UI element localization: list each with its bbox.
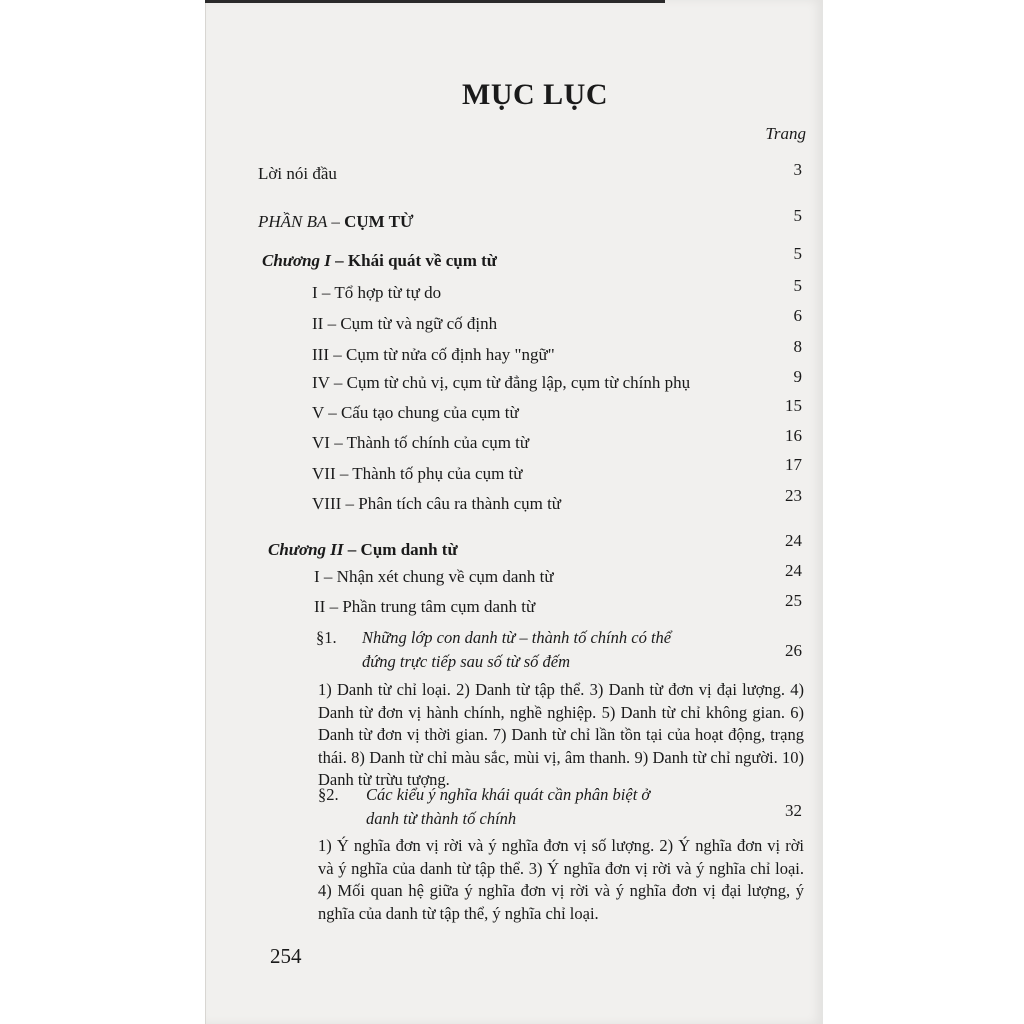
chapter-label: – Cụm danh từ [343, 540, 458, 559]
page-number: 254 [270, 944, 302, 968]
toc-page-number: 25 [785, 591, 802, 610]
section-summary: 1) Danh từ chỉ loại. 2) Danh từ tập thể. 3) Danh từ đơn vị đại lượng. 4) Danh từ đơn vị hành chính, nghề nghiệp. 5) Danh từ chỉ không gian. 6) Danh từ đơn vị thời gian. 7) Danh từ chỉ lần tồn tại của hoạt động, trạng thái. 8) Danh từ chỉ màu sắc, mùi vị, âm thanh. 9) Danh từ chỉ người. 10) Danh từ trừu tượng. [318, 680, 804, 789]
toc-entry-2-2[interactable]: II – Phần trung tâm cụm danh từ [314, 597, 536, 616]
toc-entry-1-2[interactable]: II – Cụm từ và ngữ cố định [312, 314, 498, 333]
section-number: §2. [318, 785, 339, 804]
chapter-prefix: Chương II [268, 540, 344, 559]
toc-entry-1-1[interactable]: I – Tổ hợp từ tự do [312, 283, 442, 302]
page-title: MỤC LỤC [462, 78, 608, 111]
toc-entry-1-4[interactable]: IV – Cụm từ chủ vị, cụm từ đẳng lập, cụm từ chính phụ [312, 373, 691, 392]
section-summary: 1) Ý nghĩa đơn vị rời và ý nghĩa đơn vị số lượng. 2) Ý nghĩa đơn vị rời và ý nghĩa của danh từ tập thể. 3) Ý nghĩa đơn vị rời và ý nghĩa chỉ loại. 4) Mối quan hệ giữa ý nghĩa đơn vị rời và ý nghĩa đơn vị đại lượng, ý nghĩa của danh từ tập thể, ý nghĩa chỉ loại. [318, 836, 804, 923]
chapter-label: – Khái quát về cụm từ [330, 251, 497, 270]
toc-page-number: 16 [785, 426, 802, 445]
chapter-prefix: Chương I [262, 251, 331, 270]
toc-entry-chapter-1[interactable] [262, 251, 497, 271]
toc-page-number: 3 [793, 160, 802, 179]
section-number: §1. [316, 628, 337, 647]
section-title-line-2[interactable]: đứng trực tiếp sau số từ số đếm [362, 652, 571, 671]
toc-entry-1-3[interactable]: III – Cụm từ nửa cố định hay "ngữ" [312, 345, 555, 364]
toc-page-number: 24 [785, 561, 802, 580]
toc-entry-part[interactable] [258, 212, 414, 232]
toc-page-number: 17 [785, 455, 802, 474]
part-label: CỤM TỪ [344, 212, 414, 231]
toc-entry-1-6[interactable]: VI – Thành tố chính của cụm từ [312, 433, 530, 452]
part-prefix: PHẦN BA – [258, 212, 345, 231]
toc-page-number: 24 [785, 531, 802, 550]
section-title-line-1[interactable]: Các kiểu ý nghĩa khái quát cần phân biệt ở [366, 785, 651, 804]
toc-entry-preface[interactable] [258, 164, 337, 184]
toc-page-number: 15 [785, 396, 802, 415]
toc-page-number: 5 [793, 276, 802, 295]
toc-entry-1-7[interactable]: VII – Thành tố phụ của cụm từ [312, 464, 523, 483]
toc-entry-1-8[interactable]: VIII – Phân tích câu ra thành cụm từ [312, 494, 562, 513]
section-title-line-1[interactable]: Những lớp con danh từ – thành tố chính có thể [362, 628, 672, 647]
toc-page-number: 5 [793, 244, 802, 263]
toc-page-number: 8 [793, 337, 802, 356]
toc-page-number: 6 [793, 306, 802, 325]
page-column-label: Trang [765, 124, 806, 143]
toc-page-number: 5 [793, 206, 802, 225]
toc-entry-label: Lời nói đầu [258, 164, 337, 183]
section-title-line-2[interactable]: danh từ thành tố chính [366, 809, 517, 828]
toc-page-number: 26 [785, 641, 802, 660]
toc-entry-1-5[interactable]: V – Cấu tạo chung của cụm từ [312, 403, 519, 422]
toc-entry-2-1[interactable]: I – Nhận xét chung về cụm danh từ [314, 567, 554, 586]
toc-page-number: 32 [785, 801, 802, 820]
toc-page-number: 9 [793, 367, 802, 386]
toc-page-number: 23 [785, 486, 802, 505]
toc-entry-chapter-2[interactable] [268, 540, 458, 560]
